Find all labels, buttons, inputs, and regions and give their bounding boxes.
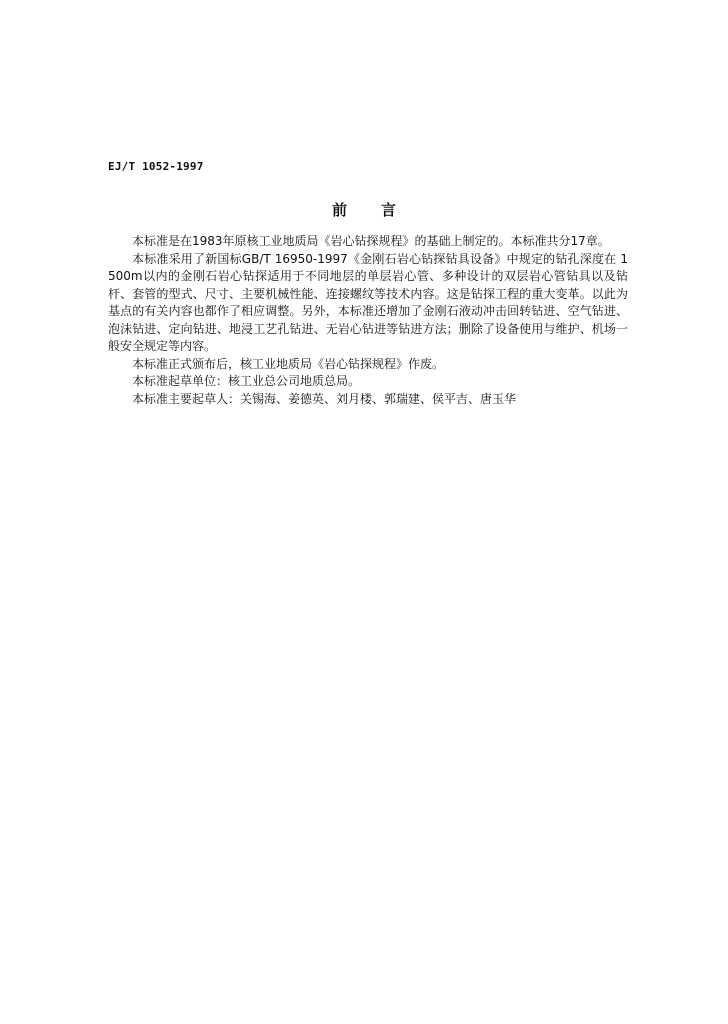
paragraph-drafters: 本标准主要起草人：关锡海、姜德英、刘月楼、郭瑞建、侯平吉、唐玉华 <box>132 391 517 406</box>
paragraph-adoption: 本标准采用了新国标GB/T 16950-1997《金刚石岩心钻探钻具设备》中规定的钻孔深度在 1500m以内的金刚石岩心钻探适用于不同地层的单层岩心管、多种设计的双层岩心管钻具以及钻杆、套管的型式、尺寸、主要机械性能、连接螺纹等技术内容。这是钻探工程的重大变革。以此为基点的有关内容也都作了相应调整。另外，本标准还增加了金刚石液动冲击回转钻进、空气钻进、泡沫钻进、定向钻进、地浸工艺孔钻进、无岩心钻进等钻进方法；删除了设备使用与维护、机场一般安全规定等内容。 <box>108 251 628 353</box>
paragraph-drafting-unit: 本标准起草单位：核工业总公司地质总局。 <box>132 374 361 388</box>
foreword-heading <box>0 199 728 220</box>
paragraph-supersession: 本标准正式颁布后，核工业地质局《岩心钻探规程》作废。 <box>132 356 445 371</box>
paragraph-basis: 本标准是在1983年原核工业地质局《岩心钻探规程》的基础上制定的。本标准共分17章。 <box>132 234 610 248</box>
standard-code: EJ/T 1052-1997 <box>108 160 204 173</box>
heading-char-2: 言 <box>381 201 397 219</box>
foreword-body <box>108 233 628 408</box>
heading-char-1: 前 <box>331 201 347 219</box>
